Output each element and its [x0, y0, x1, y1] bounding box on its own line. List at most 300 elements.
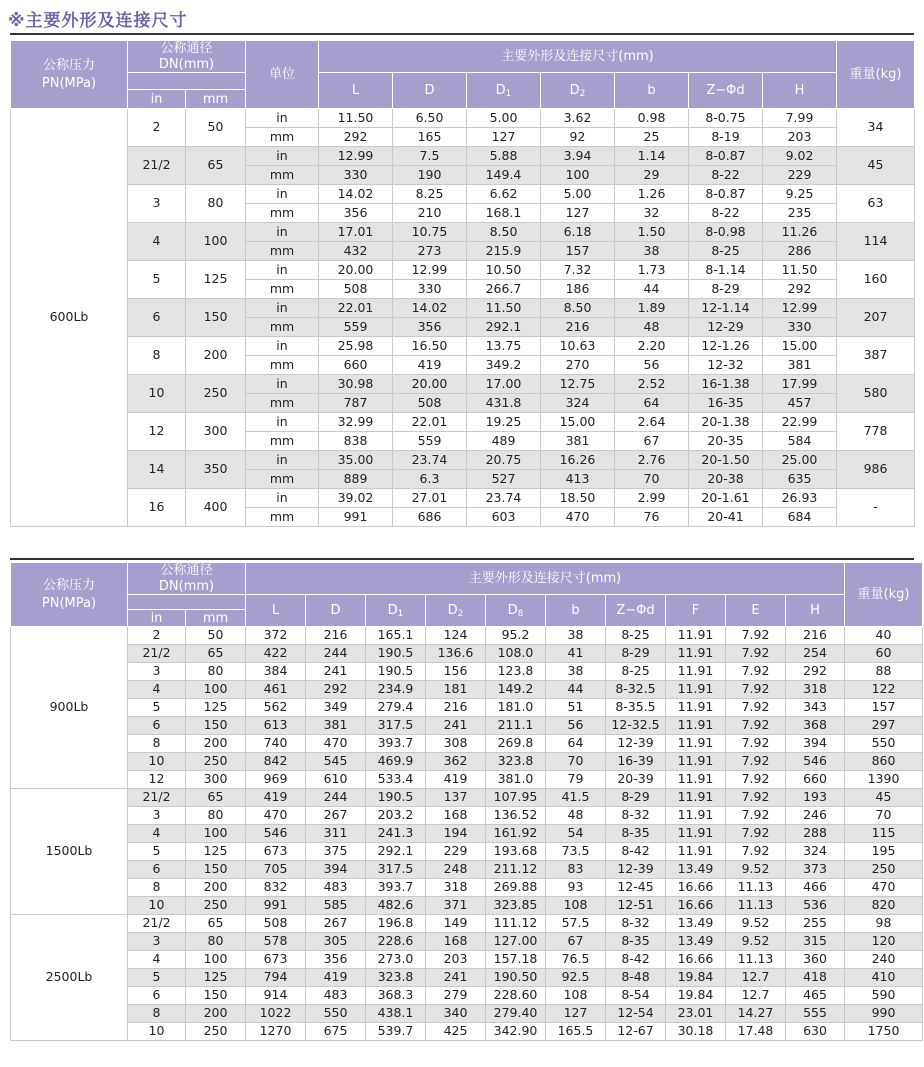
cell: 673	[246, 951, 306, 969]
cell-in: 39.02	[319, 489, 393, 508]
cell-in: 16.26	[541, 451, 615, 470]
cell: 469.9	[366, 753, 426, 771]
table-row	[11, 261, 915, 280]
col2-d8: $D_8$	[486, 595, 546, 627]
cell: 555	[786, 1005, 845, 1023]
cell-mm: 584	[763, 432, 837, 451]
table-row	[11, 147, 915, 166]
cell-in: 8-0.75	[689, 109, 763, 128]
cell-in: 9.25	[763, 185, 837, 204]
cell: 200	[186, 879, 246, 897]
cell: 100	[186, 951, 246, 969]
cell-in: 17.99	[763, 375, 837, 394]
cell: 470	[845, 879, 923, 897]
cell-in: 5.88	[467, 147, 541, 166]
cell: 21/2	[128, 915, 186, 933]
cell: 3	[128, 663, 186, 681]
cell-mm: 527	[467, 470, 541, 489]
cell: 12-67	[606, 1023, 666, 1041]
cell-mm: 38	[615, 242, 689, 261]
cell: 419	[246, 789, 306, 807]
cell: 7.92	[726, 771, 786, 789]
cell-mm: 381	[541, 432, 615, 451]
cell-mm: 149.4	[467, 166, 541, 185]
cell-in: 22.01	[319, 299, 393, 318]
cell-in: 6.50	[393, 109, 467, 128]
cell-mm: 432	[319, 242, 393, 261]
cell: 613	[246, 717, 306, 735]
cell-mm: 210	[393, 204, 467, 223]
unit-mm: mm	[246, 394, 319, 413]
cell: 740	[246, 735, 306, 753]
cell: 12.7	[726, 987, 786, 1005]
cell: 8	[128, 879, 186, 897]
cell: 12-54	[606, 1005, 666, 1023]
cell-in: 1.89	[615, 299, 689, 318]
header2-main: 主要外形及连接尺寸(mm)	[246, 563, 845, 595]
cell: 228.6	[366, 933, 426, 951]
cell: 248	[426, 861, 486, 879]
dn-mm: 125	[186, 261, 246, 299]
cell-in: 20-1.50	[689, 451, 763, 470]
cell-mm: 686	[393, 508, 467, 527]
cell: 93	[546, 879, 606, 897]
cell: 41.5	[546, 789, 606, 807]
cell: 914	[246, 987, 306, 1005]
cell: 11.91	[666, 843, 726, 861]
cell: 360	[786, 951, 845, 969]
col-l: L	[319, 73, 393, 109]
cell-mm: 25	[615, 128, 689, 147]
cell: 315	[786, 933, 845, 951]
cell: 41	[546, 645, 606, 663]
cell: 991	[246, 897, 306, 915]
cell: 108.0	[486, 645, 546, 663]
cell: 125	[186, 699, 246, 717]
header-nominal-cont	[128, 73, 246, 90]
cell: 181	[426, 681, 486, 699]
pressure-class: 1500Lb	[11, 789, 128, 915]
header2-pressure: 公称压力 PN(MPa)	[11, 563, 128, 627]
cell: 150	[186, 987, 246, 1005]
cell: 279.40	[486, 1005, 546, 1023]
pressure-class: 900Lb	[11, 627, 128, 789]
cell: 73.5	[546, 843, 606, 861]
cell: 292	[306, 681, 366, 699]
cell: 578	[246, 933, 306, 951]
cell: 156	[426, 663, 486, 681]
cell: 10	[128, 897, 186, 915]
cell-mm: 8-19	[689, 128, 763, 147]
cell-mm: 8-22	[689, 204, 763, 223]
table-row	[11, 185, 915, 204]
cell: 267	[306, 915, 366, 933]
cell-in: 22.99	[763, 413, 837, 432]
table-row	[11, 451, 915, 470]
cell-in: 1.14	[615, 147, 689, 166]
dn-mm: 350	[186, 451, 246, 489]
cell-in: 11.50	[319, 109, 393, 128]
cell: 794	[246, 969, 306, 987]
cell: 11.91	[666, 663, 726, 681]
cell: 3	[128, 933, 186, 951]
cell-in: 3.94	[541, 147, 615, 166]
cell: 120	[845, 933, 923, 951]
cell: 216	[786, 627, 845, 645]
table-row	[11, 1023, 923, 1041]
cell: 5	[128, 843, 186, 861]
cell: 54	[546, 825, 606, 843]
header2-mm: mm	[186, 610, 246, 627]
cell: 546	[786, 753, 845, 771]
weight-cell: 387	[837, 337, 915, 375]
dn-in: 14	[128, 451, 186, 489]
weight-cell: 34	[837, 109, 915, 147]
dn-in: 3	[128, 185, 186, 223]
cell: 60	[845, 645, 923, 663]
cell-mm: 70	[615, 470, 689, 489]
dn-in: 6	[128, 299, 186, 337]
cell: 13.49	[666, 861, 726, 879]
cell: 216	[426, 699, 486, 717]
cell: 250	[845, 861, 923, 879]
col2-z-phid: Z−Φd	[606, 595, 666, 627]
col2-h: H	[786, 595, 845, 627]
cell: 190.5	[366, 663, 426, 681]
cell: 241	[306, 663, 366, 681]
cell: 13.49	[666, 933, 726, 951]
cell-in: 8-0.98	[689, 223, 763, 242]
cell-in: 12.99	[319, 147, 393, 166]
cell-in: 12.99	[393, 261, 467, 280]
cell: 216	[306, 627, 366, 645]
cell-in: 8-1.14	[689, 261, 763, 280]
table-row	[11, 861, 923, 879]
cell-in: 6.62	[467, 185, 541, 204]
cell-in: 8.50	[541, 299, 615, 318]
cell: 419	[306, 969, 366, 987]
cell: 92.5	[546, 969, 606, 987]
cell-mm: 559	[393, 432, 467, 451]
cell: 211.1	[486, 717, 546, 735]
col2-b: b	[546, 595, 606, 627]
cell: 356	[306, 951, 366, 969]
cell-mm: 6.3	[393, 470, 467, 489]
cell-mm: 8-25	[689, 242, 763, 261]
cell: 88	[845, 663, 923, 681]
table-row	[11, 771, 923, 789]
cell: 8-35	[606, 933, 666, 951]
cell: 425	[426, 1023, 486, 1041]
cell: 115	[845, 825, 923, 843]
cell-mm: 157	[541, 242, 615, 261]
cell-in: 25.98	[319, 337, 393, 356]
cell: 585	[306, 897, 366, 915]
cell: 11.13	[726, 897, 786, 915]
cell-in: 23.74	[467, 489, 541, 508]
cell: 123.8	[486, 663, 546, 681]
cell: 38	[546, 627, 606, 645]
cell-in: 10.50	[467, 261, 541, 280]
col-d2: $D_2$	[541, 73, 615, 109]
cell: 375	[306, 843, 366, 861]
cell: 100	[186, 681, 246, 699]
cell-in: 6.18	[541, 223, 615, 242]
header2-in: in	[128, 610, 186, 627]
dn-mm: 50	[186, 109, 246, 147]
unit-mm: mm	[246, 128, 319, 147]
cell: 7.92	[726, 807, 786, 825]
cell: 11.91	[666, 681, 726, 699]
col-b: b	[615, 73, 689, 109]
cell: 267	[306, 807, 366, 825]
cell-in: 1.73	[615, 261, 689, 280]
cell-in: 8.50	[467, 223, 541, 242]
cell-in: 20.00	[319, 261, 393, 280]
header-weight: 重量(kg)	[837, 41, 915, 109]
cell: 21/2	[128, 789, 186, 807]
cell: 12-39	[606, 861, 666, 879]
cell-mm: 413	[541, 470, 615, 489]
cell-mm: 29	[615, 166, 689, 185]
cell: 990	[845, 1005, 923, 1023]
cell-in: 5.00	[541, 185, 615, 204]
cell-in: 2.76	[615, 451, 689, 470]
dn-mm: 100	[186, 223, 246, 261]
unit-in: in	[246, 109, 319, 128]
cell: 150	[186, 717, 246, 735]
cell: 11.91	[666, 735, 726, 753]
cell: 244	[306, 645, 366, 663]
cell-in: 3.62	[541, 109, 615, 128]
cell-mm: 20-35	[689, 432, 763, 451]
cell-in: 12-1.26	[689, 337, 763, 356]
cell: 533.4	[366, 771, 426, 789]
cell: 40	[845, 627, 923, 645]
cell: 56	[546, 717, 606, 735]
cell: 14.27	[726, 1005, 786, 1023]
cell-in: 2.20	[615, 337, 689, 356]
cell: 508	[246, 915, 306, 933]
dn-in: 16	[128, 489, 186, 527]
cell: 150	[186, 861, 246, 879]
unit-in: in	[246, 451, 319, 470]
cell: 1750	[845, 1023, 923, 1041]
cell: 157	[845, 699, 923, 717]
cell: 4	[128, 681, 186, 699]
cell: 675	[306, 1023, 366, 1041]
cell: 1390	[845, 771, 923, 789]
cell-in: 25.00	[763, 451, 837, 470]
cell-in: 2.52	[615, 375, 689, 394]
cell-mm: 324	[541, 394, 615, 413]
cell: 193	[786, 789, 845, 807]
cell: 20-39	[606, 771, 666, 789]
cell: 79	[546, 771, 606, 789]
cell: 8-35	[606, 825, 666, 843]
dn-in: 10	[128, 375, 186, 413]
cell: 255	[786, 915, 845, 933]
cell: 65	[186, 915, 246, 933]
cell-mm: 8-29	[689, 280, 763, 299]
cell: 384	[246, 663, 306, 681]
cell: 137	[426, 789, 486, 807]
dn-in: 21/2	[128, 147, 186, 185]
cell: 318	[426, 879, 486, 897]
cell-mm: 76	[615, 508, 689, 527]
cell: 168	[426, 807, 486, 825]
cell-in: 30.98	[319, 375, 393, 394]
cell: 8-32	[606, 915, 666, 933]
cell: 80	[186, 663, 246, 681]
cell: 546	[246, 825, 306, 843]
cell: 1270	[246, 1023, 306, 1041]
table-row	[11, 987, 923, 1005]
cell: 240	[845, 951, 923, 969]
cell-in: 11.50	[467, 299, 541, 318]
cell: 108	[546, 987, 606, 1005]
cell-mm: 229	[763, 166, 837, 185]
cell: 16.66	[666, 879, 726, 897]
table-row	[11, 223, 915, 242]
cell: 51	[546, 699, 606, 717]
cell: 292	[786, 663, 845, 681]
cell: 4	[128, 951, 186, 969]
cell: 8-25	[606, 663, 666, 681]
cell: 5	[128, 699, 186, 717]
cell: 340	[426, 1005, 486, 1023]
cell-mm: 660	[319, 356, 393, 375]
cell: 705	[246, 861, 306, 879]
cell: 1022	[246, 1005, 306, 1023]
cell-in: 11.26	[763, 223, 837, 242]
cell: 11.13	[726, 879, 786, 897]
cell: 196.8	[366, 915, 426, 933]
cell: 8	[128, 735, 186, 753]
cell-in: 8-0.87	[689, 147, 763, 166]
cell: 362	[426, 753, 486, 771]
cell: 9.52	[726, 915, 786, 933]
cell: 368.3	[366, 987, 426, 1005]
cell: 305	[306, 933, 366, 951]
cell: 610	[306, 771, 366, 789]
table-row	[11, 699, 923, 717]
cell: 165.5	[546, 1023, 606, 1041]
cell: 241.3	[366, 825, 426, 843]
cell-mm: 286	[763, 242, 837, 261]
cell: 8-35.5	[606, 699, 666, 717]
weight-cell: 207	[837, 299, 915, 337]
cell-in: 12.99	[763, 299, 837, 318]
table-row	[11, 489, 915, 508]
cell: 349	[306, 699, 366, 717]
cell: 98	[845, 915, 923, 933]
cell: 373	[786, 861, 845, 879]
cell: 323.85	[486, 897, 546, 915]
cell: 438.1	[366, 1005, 426, 1023]
cell: 562	[246, 699, 306, 717]
cell: 8-29	[606, 645, 666, 663]
header-in: in	[128, 90, 186, 109]
cell: 288	[786, 825, 845, 843]
header-main: 主要外形及连接尺寸(mm)	[319, 41, 837, 73]
page-title: ※主要外形及连接尺寸	[8, 11, 188, 31]
cell: 200	[186, 1005, 246, 1023]
cell: 241	[426, 969, 486, 987]
cell-mm: 330	[319, 166, 393, 185]
cell: 6	[128, 987, 186, 1005]
cell-mm: 419	[393, 356, 467, 375]
cell: 246	[786, 807, 845, 825]
cell: 545	[306, 753, 366, 771]
cell: 241	[426, 717, 486, 735]
cell: 168	[426, 933, 486, 951]
cell-mm: 356	[393, 318, 467, 337]
table2-top-rule	[10, 558, 914, 560]
cell-in: 9.02	[763, 147, 837, 166]
cell-mm: 330	[393, 280, 467, 299]
col-h: H	[763, 73, 837, 109]
cell-mm: 270	[541, 356, 615, 375]
cell-in: 15.00	[763, 337, 837, 356]
col-z-phid: Z−Φd	[689, 73, 763, 109]
cell-in: 20.75	[467, 451, 541, 470]
cell-in: 14.02	[319, 185, 393, 204]
cell: 368	[786, 717, 845, 735]
cell-in: 35.00	[319, 451, 393, 470]
cell: 7.92	[726, 699, 786, 717]
col2-e: E	[726, 595, 786, 627]
cell: 860	[845, 753, 923, 771]
cell: 70	[845, 807, 923, 825]
cell-mm: 64	[615, 394, 689, 413]
header-mm: mm	[186, 90, 246, 109]
cell-mm: 635	[763, 470, 837, 489]
cell: 136.6	[426, 645, 486, 663]
col2-d2: $D_2$	[426, 595, 486, 627]
cell: 279	[426, 987, 486, 1005]
cell-mm: 92	[541, 128, 615, 147]
cell-in: 13.75	[467, 337, 541, 356]
cell-mm: 20-38	[689, 470, 763, 489]
unit-in: in	[246, 299, 319, 318]
cell: 21/2	[128, 645, 186, 663]
cell: 244	[306, 789, 366, 807]
table-row	[11, 753, 923, 771]
cell: 9.52	[726, 933, 786, 951]
table-row	[11, 843, 923, 861]
cell: 419	[426, 771, 486, 789]
cell-in: 8.25	[393, 185, 467, 204]
cell: 550	[845, 735, 923, 753]
cell: 19.84	[666, 969, 726, 987]
cell-in: 8-0.87	[689, 185, 763, 204]
cell-in: 12.75	[541, 375, 615, 394]
cell: 483	[306, 987, 366, 1005]
cell-mm: 266.7	[467, 280, 541, 299]
unit-in: in	[246, 185, 319, 204]
cell: 107.95	[486, 789, 546, 807]
cell: 203	[426, 951, 486, 969]
cell: 482.6	[366, 897, 426, 915]
cell: 11.91	[666, 771, 726, 789]
cell: 65	[186, 789, 246, 807]
cell: 269.88	[486, 879, 546, 897]
cell: 125	[186, 969, 246, 987]
dn-mm: 200	[186, 337, 246, 375]
cell: 372	[246, 627, 306, 645]
cell: 8-32	[606, 807, 666, 825]
